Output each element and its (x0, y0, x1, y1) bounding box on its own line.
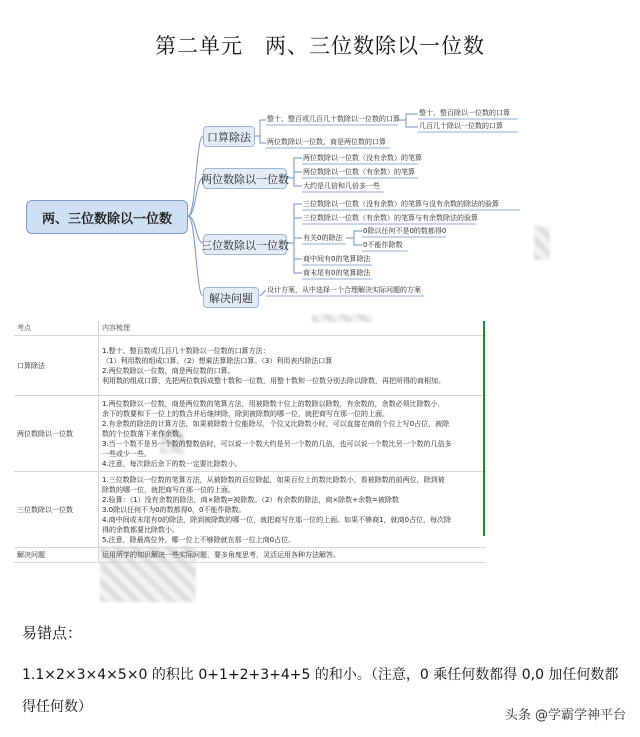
table-line: 一些或少一些。 (102, 449, 151, 458)
mind-map-leaf: 商中间有0的笔算除法 (303, 255, 371, 263)
table-line: 数的个位数落下来作余数。 (102, 429, 186, 438)
table-accent-bar (483, 321, 485, 536)
table-header-row (14, 321, 486, 336)
table-header-cell: 内容梳理 (99, 321, 487, 336)
mind-map-leaf: 两位数除以一位数，商是两位数的口算 (267, 138, 386, 146)
table-topic-cell: 口算除法 (14, 336, 99, 396)
mind-map-leaf: 商末尾有0的笔算除法 (303, 269, 371, 277)
table-line: 5.注意，除最高位外，哪一位上不够除就在那一位上商0占位。 (102, 535, 296, 544)
table-line: 1.两位数除以一位数，商是两位数的笔算方法，用被除数十位上的数除以除数，有余数的，余数必须比除数小， (102, 399, 445, 408)
table-row (14, 548, 486, 563)
table-line: 2.验算：（1）没有余数的除法，商×除数=被除数。（2）有余数的除法，商×除数+余数=被除数 (102, 495, 399, 504)
table-line: 4.商中间或末尾有0的除法，除到被除数的哪一位，就把商写在那一位的上面。如果不够商1，就商0占位，每次除 (102, 515, 452, 524)
error-points-heading: 易错点： (22, 624, 83, 642)
table-line: 除数的哪一位，就把商写在那一位的上面。 (102, 485, 235, 494)
mind-map-leaf: 整十、整百除以一位数的口算 (419, 109, 510, 117)
branch-oral-division: 口算除法 (203, 126, 255, 147)
table-line: 3.0除以任何不为0的数都得0，0不能作除数。 (102, 505, 246, 514)
table-line: 3.当一个数不是另一个数的整数倍时，可以说一个数大约是另一个数的几倍，也可以说一个数比另一个数的几倍多 (102, 439, 452, 448)
error-points-text: 1.1×2×3×4×5×0 的积比 0+1+2+3+4+5 的和小。（注意，0 乘任何数都得 0,0 加任何数都得任何数） (22, 667, 619, 715)
table-content-cell (99, 396, 487, 472)
table-line: 2.有余数的除法的计算方法，如果被除数十位能除尽，个位又比除数小时，可以直接在商的个位上写0占位，被除 (102, 419, 450, 428)
table-line: （1）利用数的组成口算。（2）想乘法算除法口算。（3）利用表内除法口算 (102, 356, 333, 365)
mind-map-leaf: 几百几十除以一位数的口算 (419, 122, 503, 130)
mind-map-root: 两、三位数除以一位数 (26, 200, 188, 234)
branch-three-digit-division: 三位数除以一位数 (203, 234, 287, 255)
mind-map-leaf: 大约是几倍和几倍多一些 (303, 182, 380, 190)
mind-map-leaf: 设计方案，从中选择一个合理解决实际问题的方案 (267, 286, 421, 294)
table-header-cell: 考点 (14, 321, 99, 336)
table-topic-cell: 三位数除以一位数 (14, 472, 99, 548)
table-line: 得的余数都要比除数小。 (102, 525, 179, 534)
table-row (14, 396, 486, 472)
table-line: 运用所学的知识解决一些实际问题，要多角度思考，灵活运用各种方法解答。 (102, 551, 340, 559)
mind-map-leaf: 0除以任何不是0的数都得0 (363, 227, 447, 235)
summary-table (14, 321, 486, 563)
mind-map-leaf: 整十、整百或几百几十数除以一位数的口算 (267, 115, 400, 123)
page-title: 第二单元 两、三位数除以一位数 (155, 34, 485, 58)
branch-two-digit-division: 两位数除以一位数 (203, 168, 287, 189)
blurred-region (534, 226, 550, 260)
mind-map-leaf: 有关0的除法 (303, 234, 343, 242)
table-content-cell (99, 336, 487, 396)
mind-map-leaf: 两位数除以一位数（有余数）的笔算 (303, 168, 415, 176)
table-row (14, 336, 486, 396)
table-content-cell (99, 548, 487, 563)
table-line: 1.三位数除以一位数的笔算方法，从被除数的百位除起，如果百位上的数比除数小，看被除数的前两位，除到被 (102, 475, 445, 484)
table-line: 4.注意，每次除后余下的数一定要比除数小。 (102, 459, 242, 468)
table-content-cell (99, 472, 487, 548)
table-line: 利用数的组成口算，先把两位数拆成整十数和一位数，用整十数和一位数分别去除以除数，再把所得的商相加。 (102, 376, 445, 385)
mind-map-leaf: 三位数除以一位数（没有余数）的笔算与没有余数的除法的验算 (303, 200, 499, 208)
mind-map-leaf: 两位数除以一位数（没有余数）的笔算 (303, 154, 422, 162)
mind-map-leaf: 三位数除以一位数（有余数）的笔算与有余数除法的验算 (303, 214, 478, 222)
branch-problem-solving: 解决问题 (203, 287, 259, 308)
table-row (14, 472, 486, 548)
table-line: 余下的数要和下一位上的数合并后继续除，除到被除数的哪一位，就把商写在那一位的上面。 (102, 409, 389, 418)
mind-map-leaf: 0不能作除数 (363, 241, 403, 249)
table-topic-cell: 两位数除以一位数 (14, 396, 99, 472)
table-line: 1.整十、整百数或几百几十数除以一位数的口算方法： (102, 346, 270, 355)
table-topic-cell: 解决问题 (14, 548, 99, 563)
source-watermark: 头条 @学霸学神平台 (504, 708, 626, 723)
table-line: 2.两位数除以一位数，商是两位数的口算。 (102, 366, 235, 375)
